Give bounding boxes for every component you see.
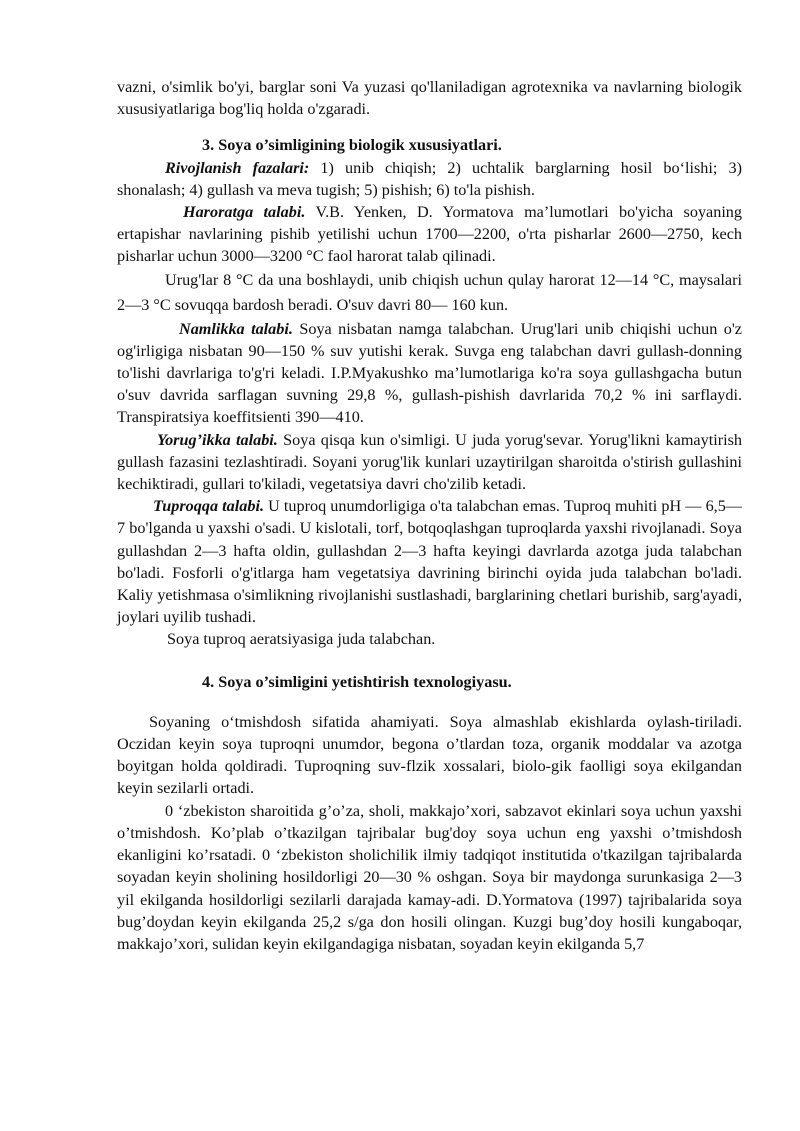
- lead-yorugikka: Yorug’ikka talabi.: [157, 430, 278, 449]
- lead-tuproqqa: Tuproqqa talabi.: [153, 497, 264, 516]
- paragraph-yorugikka: [117, 429, 742, 496]
- spacer: [117, 651, 742, 671]
- lead-rivojlanish: Rivojlanish fazalari:: [165, 158, 310, 177]
- paragraph-soyaning: Soyaning o‘tmishdosh sifatida ahamiyati. Soya almashlab ekishlarda oylash-tiriladi. Oczidan keyin soya tuproqni unumdor, begona o’tlardan toza, organik moddalar va azotga boyitgan holda qoldiradi. Tuproqning suv-flzik xossalari, biolo-gik faolligi soya ekilgandan keyin sezilarli ortadi.: [117, 712, 742, 798]
- text-haroratga: V.B. Yenken, D. Yormatova ma’lumotlari bo'yicha soyaning ertapishar navlarining pishib yetilishi uchun 1700—2200, o'rta pisharlar 2600—2750, kech pisharlar uchun 3000—3200 °C faol harorat talab qilinadi.: [117, 203, 742, 266]
- section-heading-3: 3. Soya o’simligining biologik xususiyatlari.: [202, 136, 502, 155]
- paragraph-namlikka: [117, 318, 742, 429]
- paragraph-aeratsiya: Soya tuproq aeratsiyasiga juda talabchan.: [167, 630, 436, 649]
- text-rivojlanish: 1) unib chiqish; 2) uchtalik barglarning hosil bo‘lishi; 3) shonalash; 4) gullash va meva tugish; 5) pishish; 6) to'la pishish.: [117, 158, 742, 199]
- text-yorugikka: Soya qisqa kun o'simligi. U juda yorug'sevar. Yorug'likni kamaytirish gullash fazasini tezlashtiradi. Soyani yorug'lik kunlari uzaytirilgan sharoitda o'stirish gullashini kechiktiradi, gullari to'kiladi, vegetatsiya davri cho'zilib ketadi.: [117, 430, 742, 494]
- paragraph-urug: Urug'lar 8 °C da una boshlaydi, unib chiqish uchun qulay harorat 12―14 °C, maysalari 2―3 °C sovuqqa bardosh beradi. O'suv davri 80― 160 kun.: [117, 270, 742, 314]
- lead-namlikka: Namlikka talabi.: [179, 319, 293, 338]
- section-heading-4: 4. Soya o’simligini yetishtirish texnologiyasu.: [202, 672, 512, 691]
- spacer: [117, 693, 742, 711]
- text-tuproqqa: U tuproq unumdorligiga o'ta talabchan emas. Tuproq muhiti pH — 6,5—7 bo'lganda u yaxshi o'sadi. U kislotali, torf, botqoqlashgan tuproqlarda yaxshi rivojlanadi. Soya gullashdan 2—3 hafta oldin, gullashdan 2—3 hafta keyingi davrlarda azotga juda talabchan bo'ladi. Fosforli o'g'itlarga ham vegetatsiya davrining birinchi oyida juda talabchan bo'ladi. Kaliy yetishmasa o'simlikning rivojlanishi sustlashadi, barglarining chetlari burishib, sarg'ayadi, joylari uyilib tushadi.: [117, 497, 742, 627]
- paragraph-haroratga: [117, 201, 742, 268]
- spacer: [117, 120, 742, 134]
- paragraph-tuproqqa: [117, 495, 742, 628]
- document-page: [117, 76, 742, 955]
- intro-paragraph: vazni, o'simlik bo'yi, barglar soni Va yuzasi qo'llaniladigan agrotexnika va navlarning biologik xususiyatlariga bog'liq holda o'zgaradi.: [117, 78, 742, 119]
- paragraph-rivojlanish: [117, 157, 742, 201]
- text-namlikka: Soya nisbatan namga talabchan. Urug'lari unib chiqishi uchun o'z og'irligiga nisbatan 90—150 % suv yutishi kerak. Suvga eng talabchan davri gullash-donning to'lishi davrlariga to'g'ri keladi. I.P.Myakushko ma’lumotlariga ko'ra soya gullashgacha butun o'suv davrida sarflagan suvning 29,8 %, gullash-pishish davrlarida 70,2 % ini sarflaydi. Transpiratsiya koeffitsienti 390—410.: [117, 319, 742, 427]
- lead-haroratga: Haroratga talabi.: [183, 203, 306, 222]
- paragraph-uzbekiston: 0 ‘zbekiston sharoitida g’o’za, sholi, makkajo’xori, sabzavot ekinlari soya uchun yaxshi o’tmishdosh. Ko’plab o’tkazilgan tajribalar bug'doy soya uchun eng yaxshi o’tmishdosh ekanligini ko’rsatadi. 0 ‘zbekiston sholichilik ilmiy tadqiqot institutida o'tkazilgan tajribalarda soyadan keyin sholining hosildorligi 20—30 % oshgan. Soya bir maydonga surunkasiga 2—3 yil ekilganda hosildorligi sezilarli darajada kamay-adi. D.Yormatova (1997) tajribalarida soya bug’doydan keyin ekilganda 25,2 s/ga don hosili olingan. Kuzgi bug’doy hosili kungaboqar, makkajo’xori, sulidan keyin ekilgandagiga nisbatan, soyadan keyin ekilganda 5,7: [117, 801, 742, 953]
